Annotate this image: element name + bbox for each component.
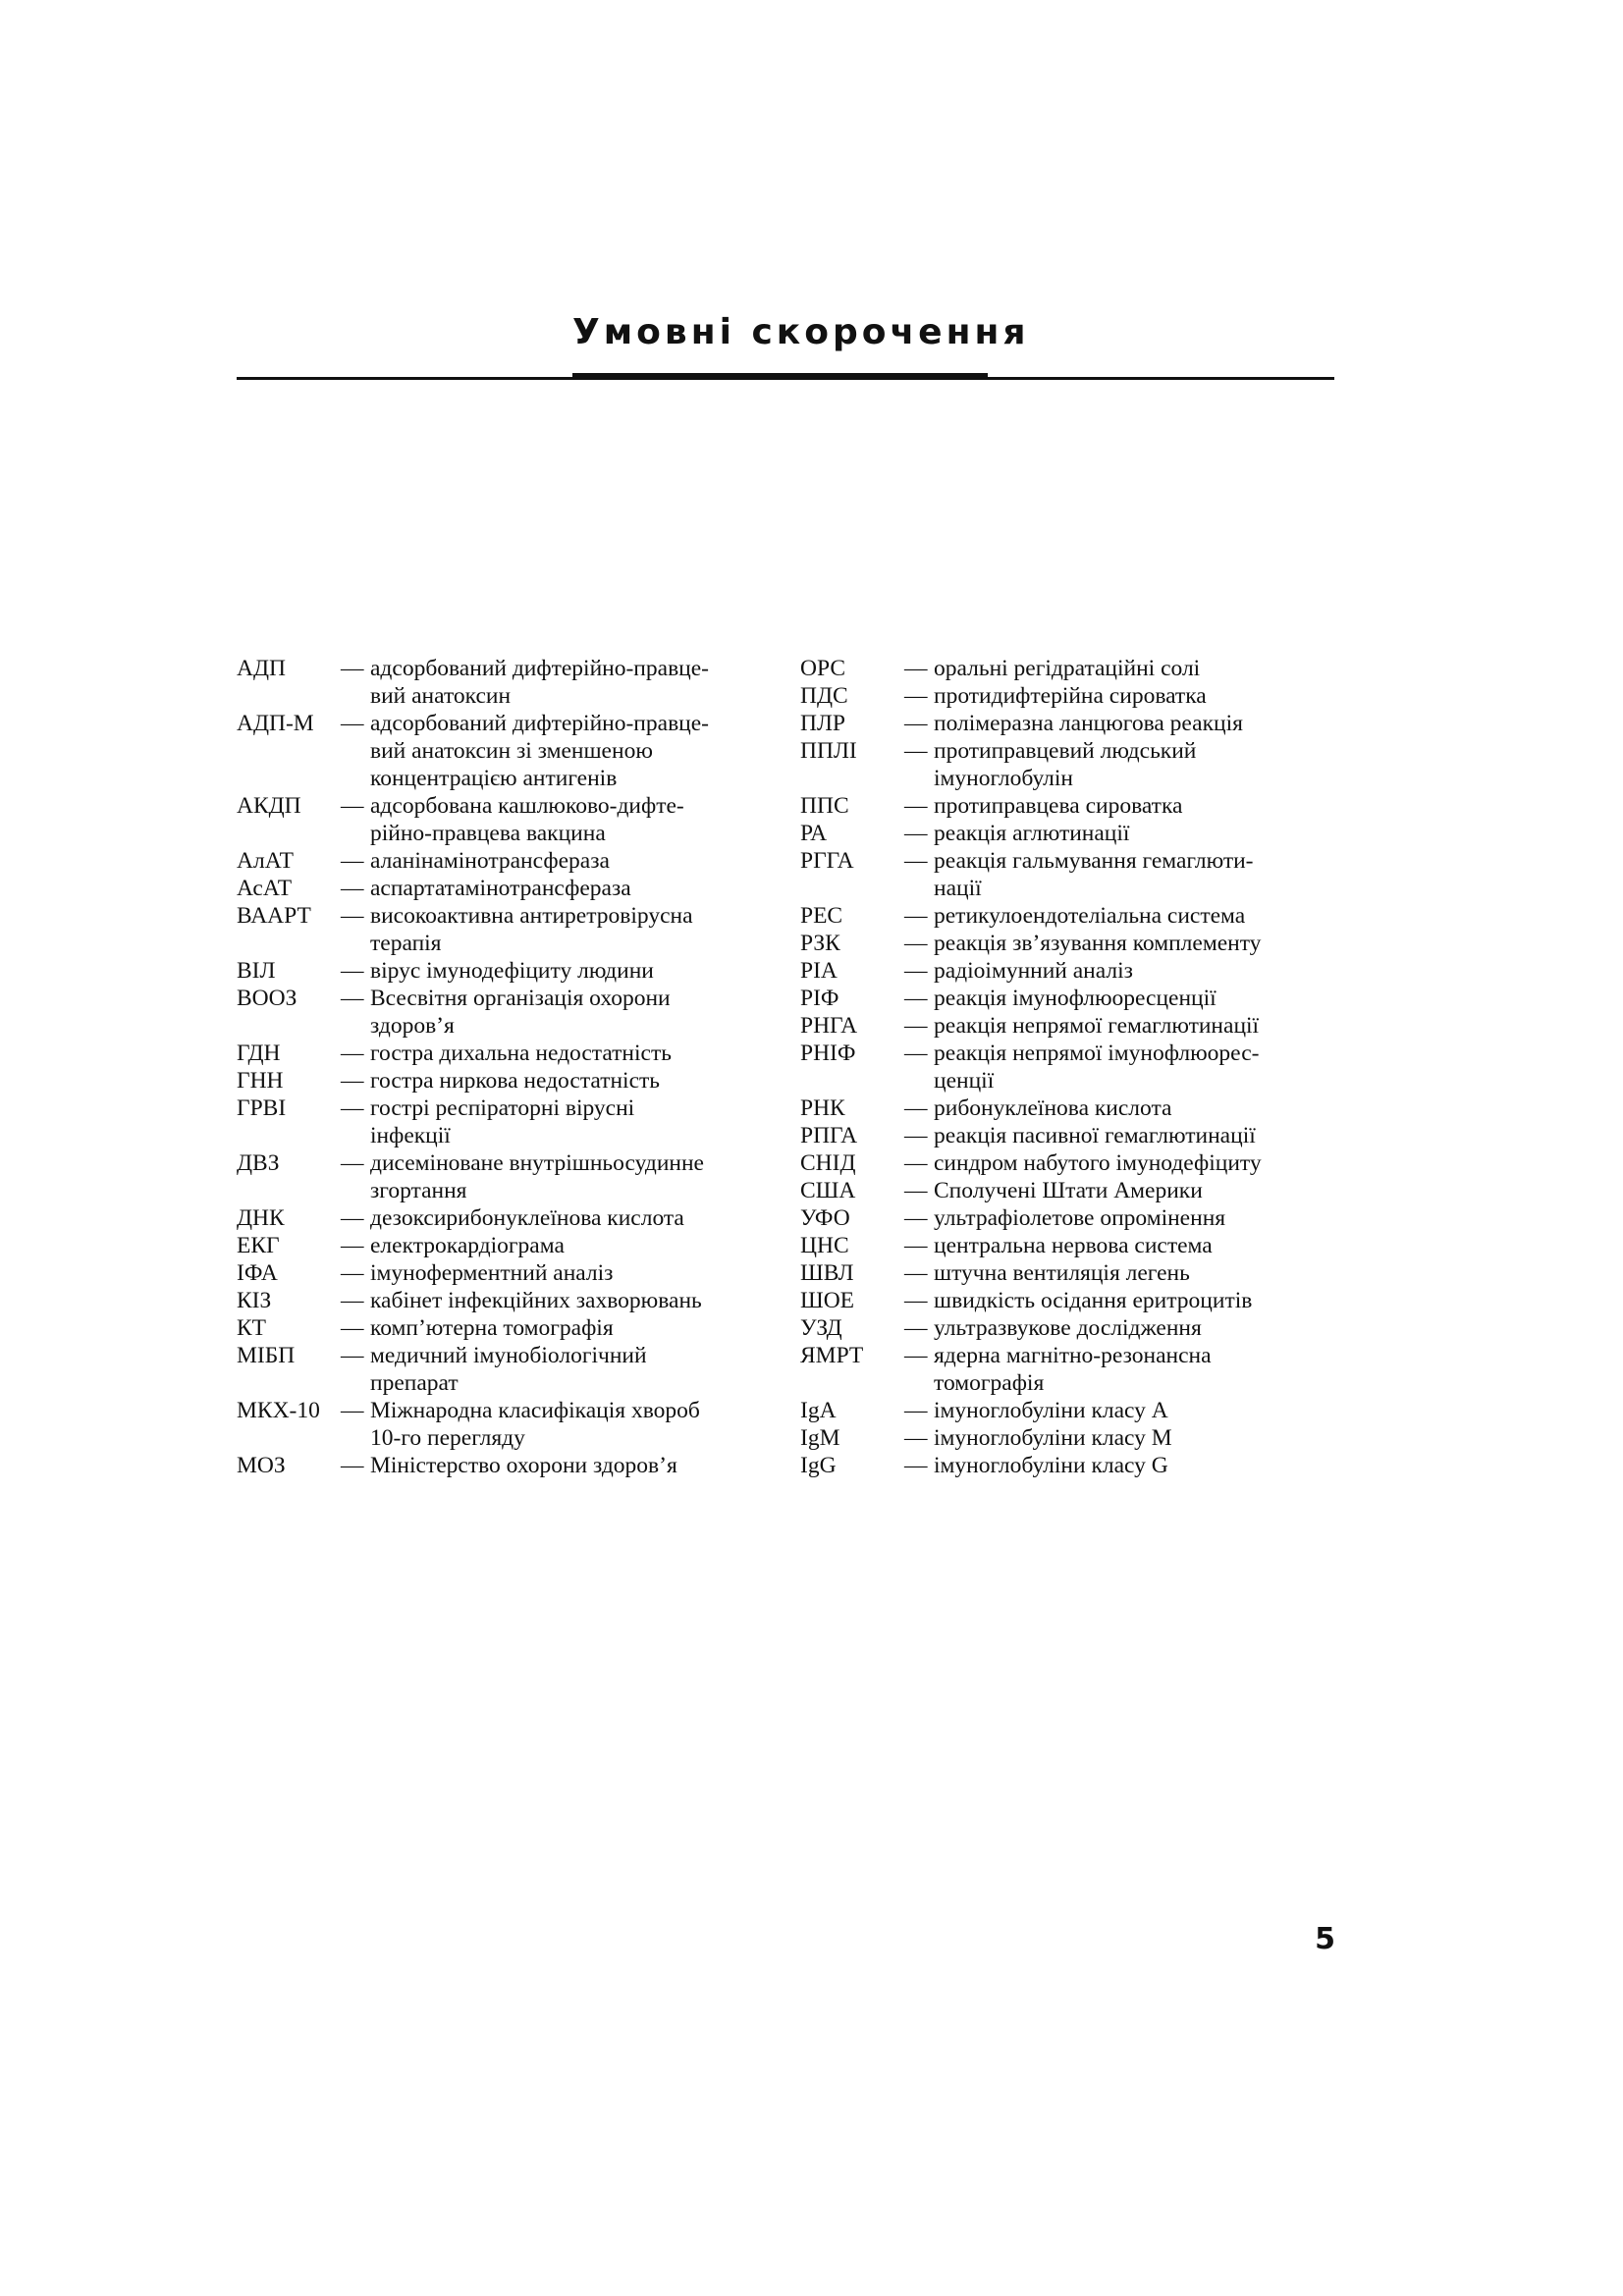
- abbreviation-term: РІА: [800, 958, 838, 984]
- abbreviation-dash: —: [341, 1315, 364, 1341]
- abbreviation-term: РГГА: [800, 848, 854, 874]
- abbreviation-definition: полімеразна ланцюгова реакція: [934, 711, 1243, 736]
- abbreviation-term: ЕКГ: [237, 1233, 280, 1258]
- abbreviation-dash: —: [341, 1260, 364, 1286]
- abbreviation-term: АДП-М: [237, 711, 314, 736]
- abbreviation-entry: [800, 1122, 1334, 1149]
- abbreviation-definition: високоактивна антиретровірусна терапія: [370, 903, 693, 956]
- abbreviation-term: РНК: [800, 1095, 845, 1121]
- abbreviation-list-left: [237, 655, 782, 1479]
- abbreviation-term: РЗК: [800, 931, 840, 956]
- abbreviation-entry: [237, 1204, 782, 1232]
- abbreviation-dash: —: [341, 1150, 364, 1176]
- abbreviation-definition: протидифтерійна сироватка: [934, 683, 1207, 709]
- abbreviation-entry: [800, 682, 1334, 710]
- abbreviation-term: КІЗ: [237, 1288, 272, 1313]
- abbreviation-definition: Всесвітня організація охорони здоров’я: [370, 986, 671, 1039]
- abbreviation-term: США: [800, 1178, 856, 1203]
- abbreviation-definition: реакція непрямої імунофлюорес- ценції: [934, 1041, 1260, 1094]
- abbreviation-dash: —: [341, 1095, 364, 1121]
- abbreviation-entry: [237, 710, 782, 792]
- abbreviation-term: ДНК: [237, 1205, 285, 1231]
- abbreviation-entry: [800, 930, 1334, 957]
- abbreviation-term: ЦНС: [800, 1233, 849, 1258]
- abbreviation-dash: —: [904, 958, 928, 984]
- abbreviation-definition: імуноферментний аналіз: [370, 1260, 614, 1286]
- abbreviation-entry: [237, 1149, 782, 1204]
- abbreviation-term: ВААРТ: [237, 903, 311, 929]
- abbreviation-dash: —: [904, 1233, 928, 1258]
- abbreviation-term: УЗД: [800, 1315, 842, 1341]
- abbreviation-definition: кабінет інфекційних захворювань: [370, 1288, 702, 1313]
- abbreviation-term: РІФ: [800, 986, 839, 1011]
- page-title: Умовні скорочення: [572, 312, 1030, 352]
- abbreviation-entry: [800, 1204, 1334, 1232]
- abbreviation-entry: [237, 1067, 782, 1095]
- abbreviation-dash: —: [341, 1453, 364, 1478]
- abbreviation-entry: [800, 655, 1334, 682]
- abbreviation-term: КТ: [237, 1315, 267, 1341]
- abbreviation-term: РЕС: [800, 903, 843, 929]
- abbreviation-entry: [237, 792, 782, 847]
- abbreviation-term: СНІД: [800, 1150, 856, 1176]
- abbreviation-dash: —: [341, 1068, 364, 1094]
- abbreviation-definition: протиправцевий людський імуноглобулін: [934, 738, 1197, 791]
- abbreviation-term: АДП: [237, 656, 286, 681]
- abbreviation-definition: оральні регідратаційні солі: [934, 656, 1201, 681]
- abbreviation-dash: —: [341, 986, 364, 1011]
- abbreviation-definition: імуноглобуліни класу M: [934, 1425, 1172, 1451]
- abbreviation-dash: —: [904, 903, 928, 929]
- abbreviation-dash: —: [904, 1178, 928, 1203]
- abbreviation-term: ВООЗ: [237, 986, 298, 1011]
- abbreviation-entry: [237, 847, 782, 875]
- abbreviation-definition: гостра дихальна недостатність: [370, 1041, 672, 1066]
- abbreviation-entry: [800, 820, 1334, 847]
- abbreviation-dash: —: [904, 1260, 928, 1286]
- abbreviation-entry: [800, 902, 1334, 930]
- abbreviation-term: МІБП: [237, 1343, 296, 1368]
- abbreviation-entry: [237, 1232, 782, 1259]
- abbreviation-entry: [800, 1424, 1334, 1452]
- abbreviation-dash: —: [341, 1233, 364, 1258]
- abbreviation-term: ППЛІ: [800, 738, 857, 764]
- abbreviation-entry: [800, 710, 1334, 737]
- abbreviation-definition: дисеміноване внутрішньосудинне згортання: [370, 1150, 704, 1203]
- abbreviation-entry: [800, 985, 1334, 1012]
- abbreviation-term: РНГА: [800, 1013, 858, 1039]
- abbreviation-entry: [237, 1397, 782, 1452]
- abbreviation-entry: [800, 1259, 1334, 1287]
- abbreviation-term: РНІФ: [800, 1041, 856, 1066]
- abbreviation-entry: [237, 1342, 782, 1397]
- abbreviation-definition: реакція імунофлюоресценції: [934, 986, 1217, 1011]
- abbreviation-definition: гострі респіраторні вірусні інфекції: [370, 1095, 635, 1148]
- abbreviation-definition: імуноглобуліни класу G: [934, 1453, 1168, 1478]
- abbreviation-definition: Сполучені Штати Америки: [934, 1178, 1203, 1203]
- abbreviation-definition: імуноглобуліни класу A: [934, 1398, 1168, 1423]
- abbreviation-entry: [237, 1452, 782, 1479]
- abbreviation-definition: рибонуклеїнова кислота: [934, 1095, 1172, 1121]
- abbreviation-entry: [800, 1342, 1334, 1397]
- abbreviation-dash: —: [904, 931, 928, 956]
- abbreviation-entry: [800, 1452, 1334, 1479]
- abbreviation-entry: [237, 902, 782, 957]
- abbreviation-entry: [237, 1095, 782, 1149]
- abbreviation-term: РПГА: [800, 1123, 858, 1148]
- abbreviation-entry: [800, 1397, 1334, 1424]
- abbreviation-dash: —: [904, 683, 928, 709]
- abbreviation-term: ПЛР: [800, 711, 845, 736]
- abbreviation-dash: —: [904, 1425, 928, 1451]
- abbreviation-entry: [237, 1040, 782, 1067]
- abbreviation-entry: [800, 1149, 1334, 1177]
- abbreviation-dash: —: [904, 738, 928, 764]
- abbreviation-entry: [800, 957, 1334, 985]
- abbreviation-dash: —: [904, 1398, 928, 1423]
- abbreviation-definition: Міжнародна класифікація хвороб 10-го перегляду: [370, 1398, 700, 1451]
- abbreviation-definition: ультразвукове дослідження: [934, 1315, 1202, 1341]
- abbreviation-entry: [800, 1095, 1334, 1122]
- abbreviation-dash: —: [341, 1288, 364, 1313]
- abbreviation-dash: —: [341, 1398, 364, 1423]
- abbreviation-list-right: [800, 655, 1334, 1479]
- abbreviation-dash: —: [904, 848, 928, 874]
- abbreviation-term: МКХ-10: [237, 1398, 320, 1423]
- abbreviation-definition: центральна нервова система: [934, 1233, 1213, 1258]
- abbreviation-definition: реакція пасивної гемаглютинації: [934, 1123, 1256, 1148]
- abbreviation-dash: —: [904, 986, 928, 1011]
- abbreviation-dash: —: [341, 876, 364, 901]
- abbreviation-dash: —: [904, 1343, 928, 1368]
- page-number: 5: [1315, 1922, 1335, 1956]
- abbreviation-definition: ядерна магнітно-резонансна томографія: [934, 1343, 1212, 1396]
- abbreviation-entry: [800, 1040, 1334, 1095]
- abbreviation-term: АлАТ: [237, 848, 294, 874]
- abbreviation-dash: —: [341, 656, 364, 681]
- abbreviation-entry: [800, 792, 1334, 820]
- abbreviation-definition: штучна вентиляція легень: [934, 1260, 1190, 1286]
- abbreviation-definition: реакція гальмування гемаглюти- нації: [934, 848, 1254, 901]
- abbreviation-definition: швидкість осідання еритроцитів: [934, 1288, 1253, 1313]
- abbreviation-term: РА: [800, 821, 828, 846]
- abbreviation-term: ІФА: [237, 1260, 278, 1286]
- abbreviation-dash: —: [904, 821, 928, 846]
- abbreviation-dash: —: [341, 903, 364, 929]
- abbreviation-definition: електрокардіограма: [370, 1233, 565, 1258]
- abbreviation-entry: [800, 1012, 1334, 1040]
- abbreviation-term: IgM: [800, 1425, 840, 1451]
- abbreviation-dash: —: [904, 1205, 928, 1231]
- abbreviation-definition: ретикулоендотеліальна система: [934, 903, 1246, 929]
- abbreviation-definition: радіоімунний аналіз: [934, 958, 1133, 984]
- abbreviation-definition: дезоксирибонуклеїнова кислота: [370, 1205, 684, 1231]
- abbreviation-dash: —: [341, 793, 364, 819]
- abbreviation-term: АКДП: [237, 793, 301, 819]
- abbreviation-dash: —: [904, 1123, 928, 1148]
- abbreviation-definition: вірус імунодефіциту людини: [370, 958, 654, 984]
- abbreviation-definition: аспартатамінотрансфераза: [370, 876, 631, 901]
- abbreviation-entry: [237, 1287, 782, 1314]
- abbreviation-entry: [237, 957, 782, 985]
- abbreviation-term: ОРС: [800, 656, 846, 681]
- abbreviation-definition: реакція непрямої гемаглютинації: [934, 1013, 1260, 1039]
- abbreviation-entry: [237, 985, 782, 1040]
- abbreviation-entry: [800, 737, 1334, 792]
- abbreviation-definition: протиправцева сироватка: [934, 793, 1183, 819]
- abbreviation-dash: —: [341, 848, 364, 874]
- abbreviation-definition: гостра ниркова недостатність: [370, 1068, 660, 1094]
- abbreviation-definition: синдром набутого імунодефіциту: [934, 1150, 1262, 1176]
- abbreviation-definition: Міністерство охорони здоров’я: [370, 1453, 677, 1478]
- abbreviation-entry: [800, 1177, 1334, 1204]
- abbreviation-dash: —: [904, 1150, 928, 1176]
- abbreviation-definition: адсорбована кашлюково-дифте- рійно-правцева вакцина: [370, 793, 684, 846]
- abbreviation-dash: —: [904, 1453, 928, 1478]
- abbreviation-definition: аланінамінотрансфераза: [370, 848, 610, 874]
- abbreviation-definition: адсорбований дифтерійно-правце- вий анатоксин: [370, 656, 709, 709]
- title-underline: [572, 373, 988, 378]
- abbreviation-entry: [800, 847, 1334, 902]
- abbreviation-dash: —: [904, 793, 928, 819]
- abbreviation-definition: адсорбований дифтерійно-правце- вий анатоксин зі зменшеною концентрацією антигенів: [370, 711, 709, 791]
- abbreviation-dash: —: [904, 656, 928, 681]
- abbreviation-term: ВІЛ: [237, 958, 276, 984]
- abbreviation-entry: [237, 875, 782, 902]
- abbreviation-dash: —: [904, 1315, 928, 1341]
- abbreviation-dash: —: [341, 958, 364, 984]
- abbreviation-term: ДВЗ: [237, 1150, 280, 1176]
- abbreviation-definition: реакція аглютинації: [934, 821, 1130, 846]
- abbreviation-entry: [800, 1232, 1334, 1259]
- abbreviation-dash: —: [341, 711, 364, 736]
- abbreviation-term: ШВЛ: [800, 1260, 854, 1286]
- abbreviation-entry: [237, 1314, 782, 1342]
- abbreviation-dash: —: [341, 1041, 364, 1066]
- abbreviation-dash: —: [904, 1288, 928, 1313]
- abbreviation-term: АсАТ: [237, 876, 293, 901]
- abbreviation-definition: ультрафіолетове опромінення: [934, 1205, 1226, 1231]
- abbreviation-definition: реакція зв’язування комплементу: [934, 931, 1262, 956]
- abbreviation-term: ПДС: [800, 683, 848, 709]
- abbreviation-entry: [800, 1287, 1334, 1314]
- abbreviation-term: IgG: [800, 1453, 837, 1478]
- abbreviation-term: МОЗ: [237, 1453, 286, 1478]
- abbreviation-term: ШОЕ: [800, 1288, 855, 1313]
- abbreviation-definition: медичний імунобіологічний препарат: [370, 1343, 647, 1396]
- abbreviation-entry: [237, 1259, 782, 1287]
- abbreviation-term: ЯМРТ: [800, 1343, 864, 1368]
- abbreviation-dash: —: [904, 1013, 928, 1039]
- abbreviation-term: ГДН: [237, 1041, 281, 1066]
- abbreviation-dash: —: [904, 711, 928, 736]
- abbreviation-term: IgA: [800, 1398, 837, 1423]
- abbreviation-entry: [800, 1314, 1334, 1342]
- abbreviation-dash: —: [341, 1343, 364, 1368]
- abbreviation-dash: —: [904, 1041, 928, 1066]
- abbreviation-term: УФО: [800, 1205, 850, 1231]
- abbreviation-dash: —: [341, 1205, 364, 1231]
- abbreviation-term: ППС: [800, 793, 849, 819]
- abbreviation-entry: [237, 655, 782, 710]
- abbreviation-term: ГНН: [237, 1068, 284, 1094]
- abbreviation-term: ГРВІ: [237, 1095, 287, 1121]
- abbreviation-dash: —: [904, 1095, 928, 1121]
- abbreviation-definition: комп’ютерна томографія: [370, 1315, 614, 1341]
